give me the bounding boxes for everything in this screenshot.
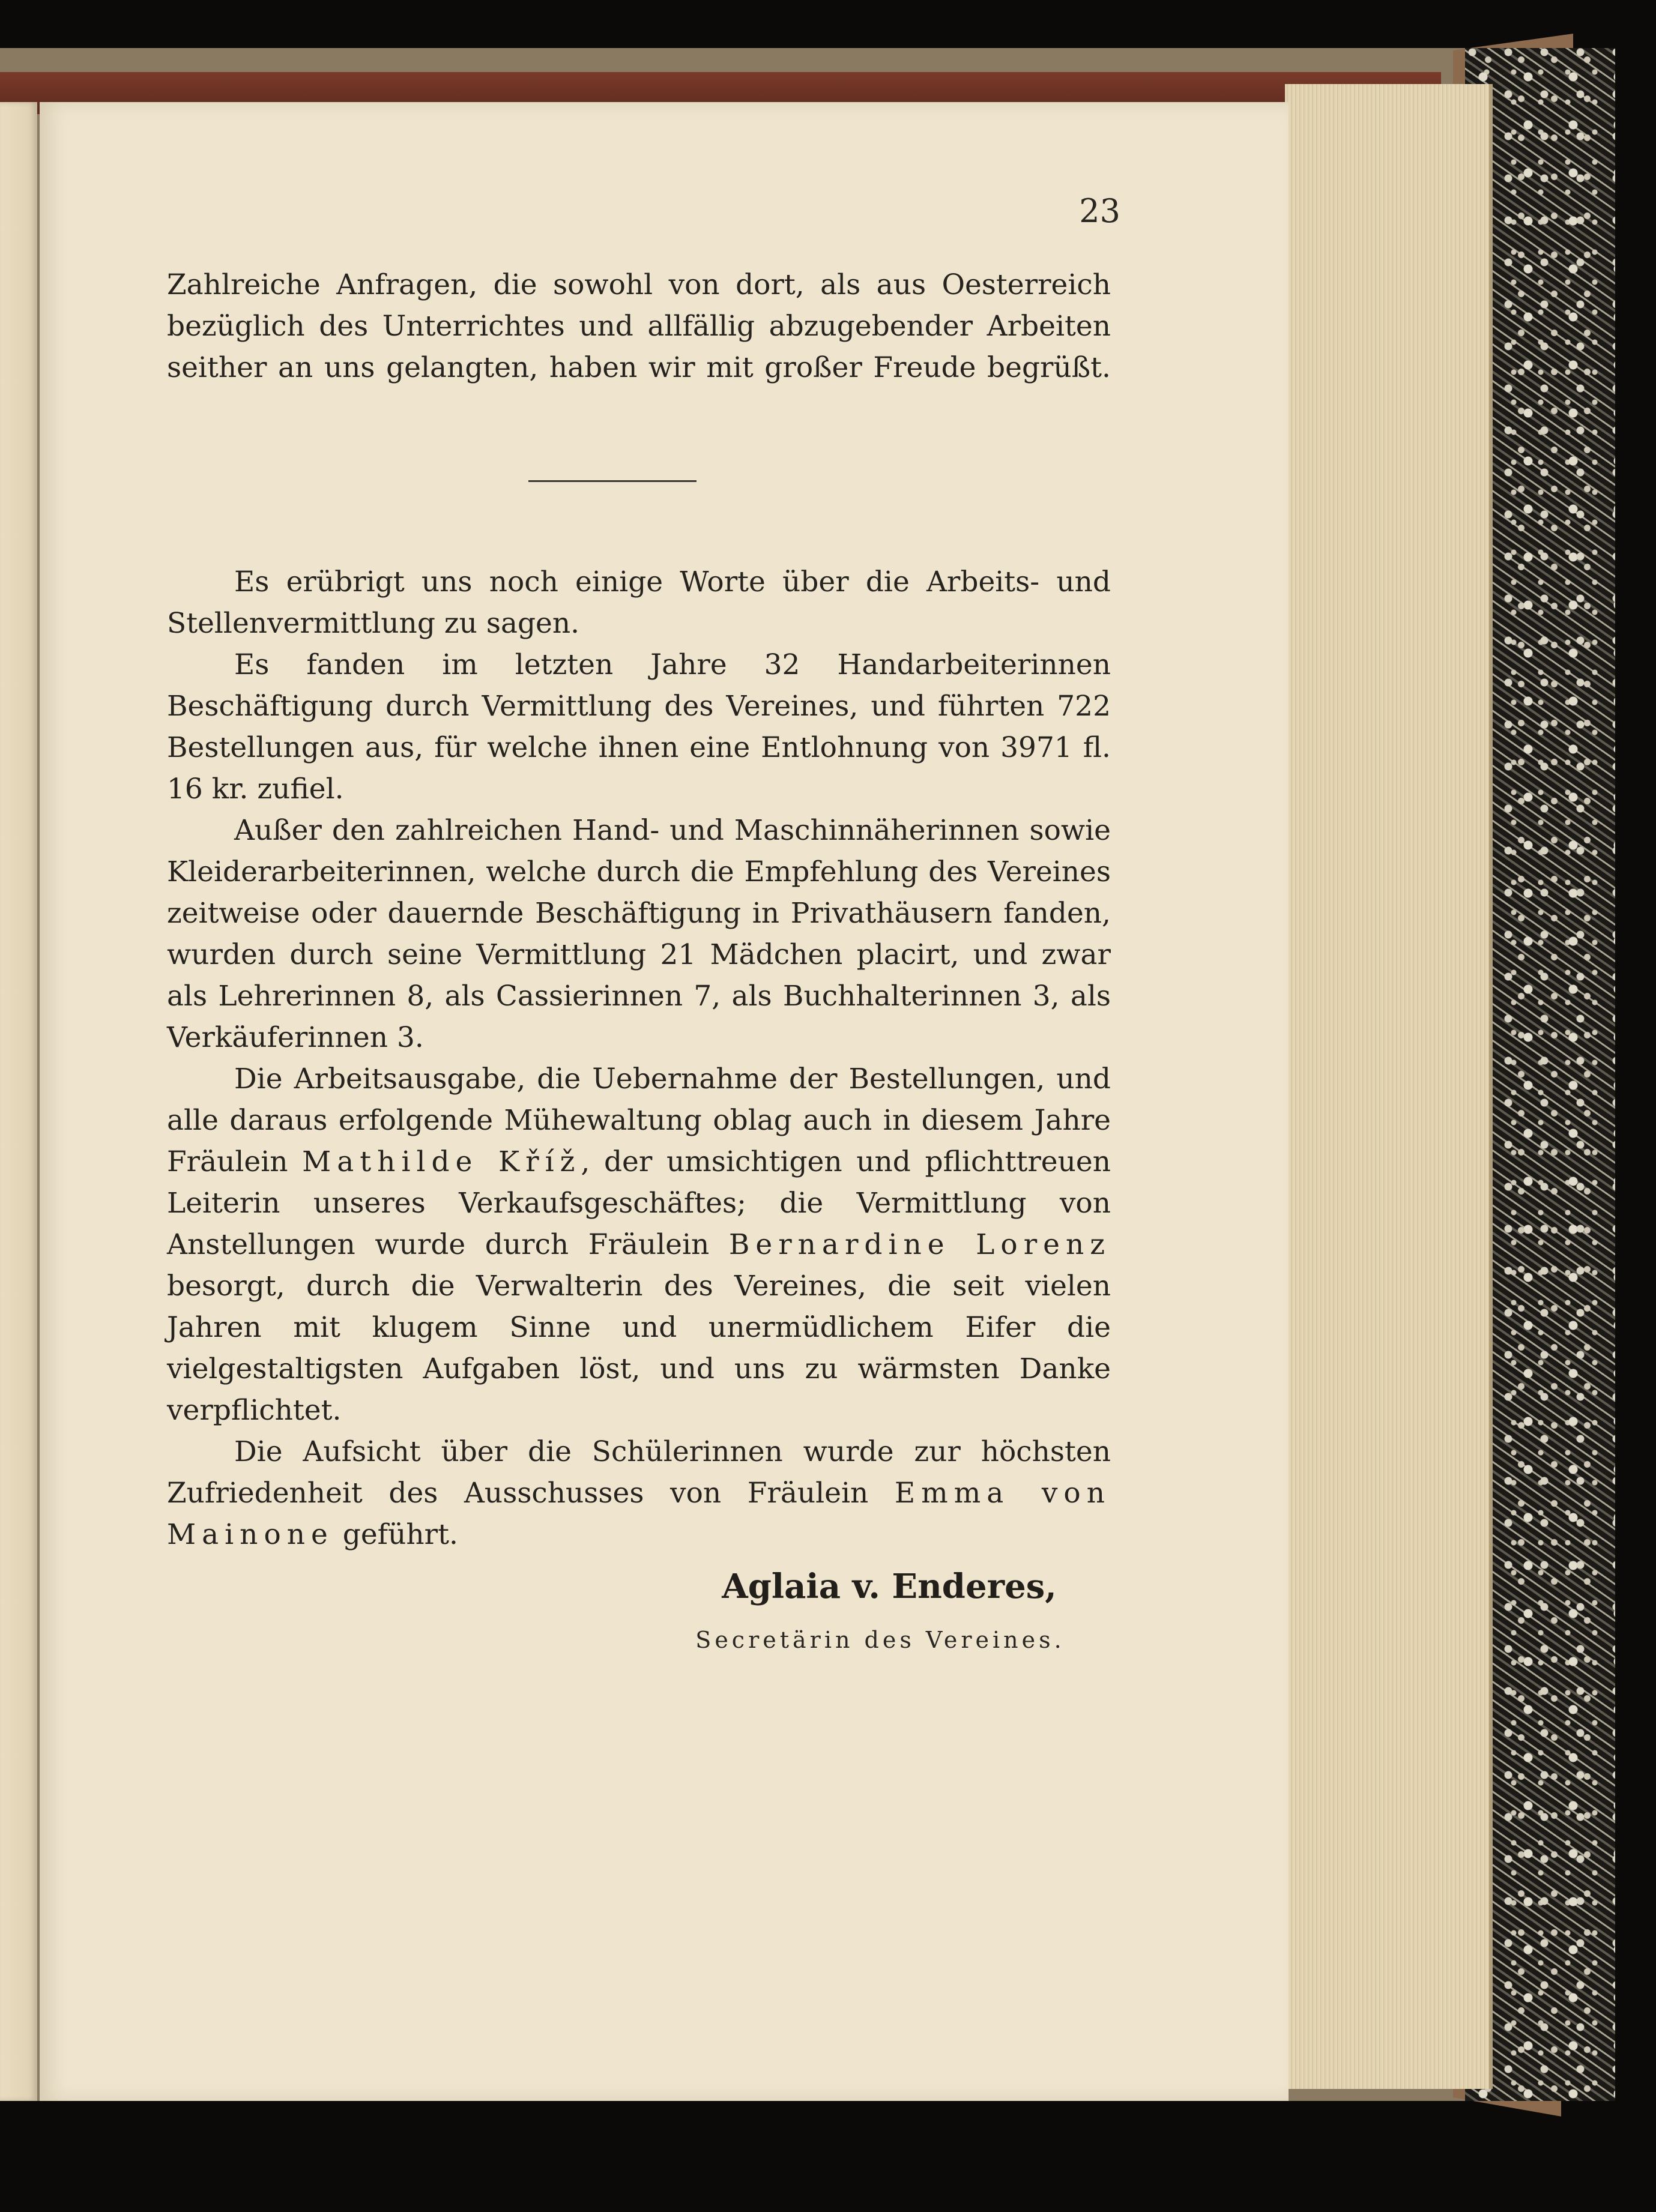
paragraph-text: geführt. bbox=[333, 1518, 458, 1551]
page-stack-edge bbox=[1285, 84, 1493, 2089]
paragraph-intro-placement: Es erübrigt uns noch einige Worte über die Arbeits- und Stellenvermittlung zu sagen. bbox=[167, 565, 1111, 640]
body-text bbox=[167, 561, 1111, 1555]
intro-paragraph bbox=[167, 264, 1111, 388]
person-name: Mathilde Kříž bbox=[302, 1145, 581, 1178]
left-page-edge bbox=[0, 102, 37, 2101]
signature-title: Secretärin des Vereines. bbox=[695, 1627, 1065, 1653]
intro-line: bezüglich des Unterrichtes und allfällig abzugebender Arbeiten bbox=[167, 310, 1111, 343]
paragraph-staff bbox=[167, 1058, 1111, 1431]
page-number: 23 bbox=[1079, 192, 1120, 230]
paragraph-handwork-stats: Es fanden im letzten Jahre 32 Handarbeiterinnen Beschäftigung durch Vermittlung des Vereines, und führten 722 Bestellungen aus, für welche ihnen eine Entlohnung von 3971 fl. 16 kr. zufiel. bbox=[167, 648, 1111, 806]
paragraph-text: besorgt, durch die Verwalterin des Vereines, die seit vielen Jahren mit klugem Sinne und unermüdlichem Eifer die vielgestaltigsten Aufgaben löst, und uns zu wärmsten Danke verpflichtet. bbox=[167, 1270, 1111, 1427]
book-page bbox=[40, 102, 1289, 2101]
paragraph-text: , der umsichtigen und pflichttreuen Leiterin unseres Verkaufsgeschäftes; die Vermittlung von Anstellungen wurde durch Fräulein bbox=[167, 1145, 1111, 1261]
paragraph-text: Die Aufsicht über die Schülerinnen wurde zur höchsten Zufriedenheit des Ausschusses von Fräulein bbox=[167, 1435, 1111, 1510]
signature-name: Aglaia v. Enderes, bbox=[722, 1567, 1057, 1606]
person-name: Bernardine Lorenz bbox=[728, 1228, 1111, 1261]
person-name: Emma von Mainone bbox=[167, 1477, 1111, 1551]
section-divider bbox=[528, 480, 697, 482]
intro-line: Zahlreiche Anfragen, die sowohl von dort, als aus Oesterreich bbox=[167, 268, 1111, 301]
intro-line: seither an uns gelangten, haben wir mit großer Freude begrüßt. bbox=[167, 351, 1111, 384]
paragraph-supervision bbox=[167, 1431, 1111, 1555]
paragraph-text: Die Arbeitsausgabe, die Uebernahme der Bestellungen, und alle daraus erfolgende Mühewaltung oblag auch in diesem Jahre Fräulein bbox=[167, 1062, 1111, 1178]
paragraph-placements: Außer den zahlreichen Hand- und Maschinnäherinnen sowie Kleiderarbeiterinnen, welche durch die Empfehlung des Vereines zeitweise oder dauernde Beschäftigung in Privathäusern fanden, wurden durch seine Vermittlung 21 Mädchen placirt, und zwar als Lehrerinnen 8, als Cassierinnen 7, als Buchhalterinnen 3, als Verkäuferinnen 3. bbox=[167, 814, 1111, 1054]
